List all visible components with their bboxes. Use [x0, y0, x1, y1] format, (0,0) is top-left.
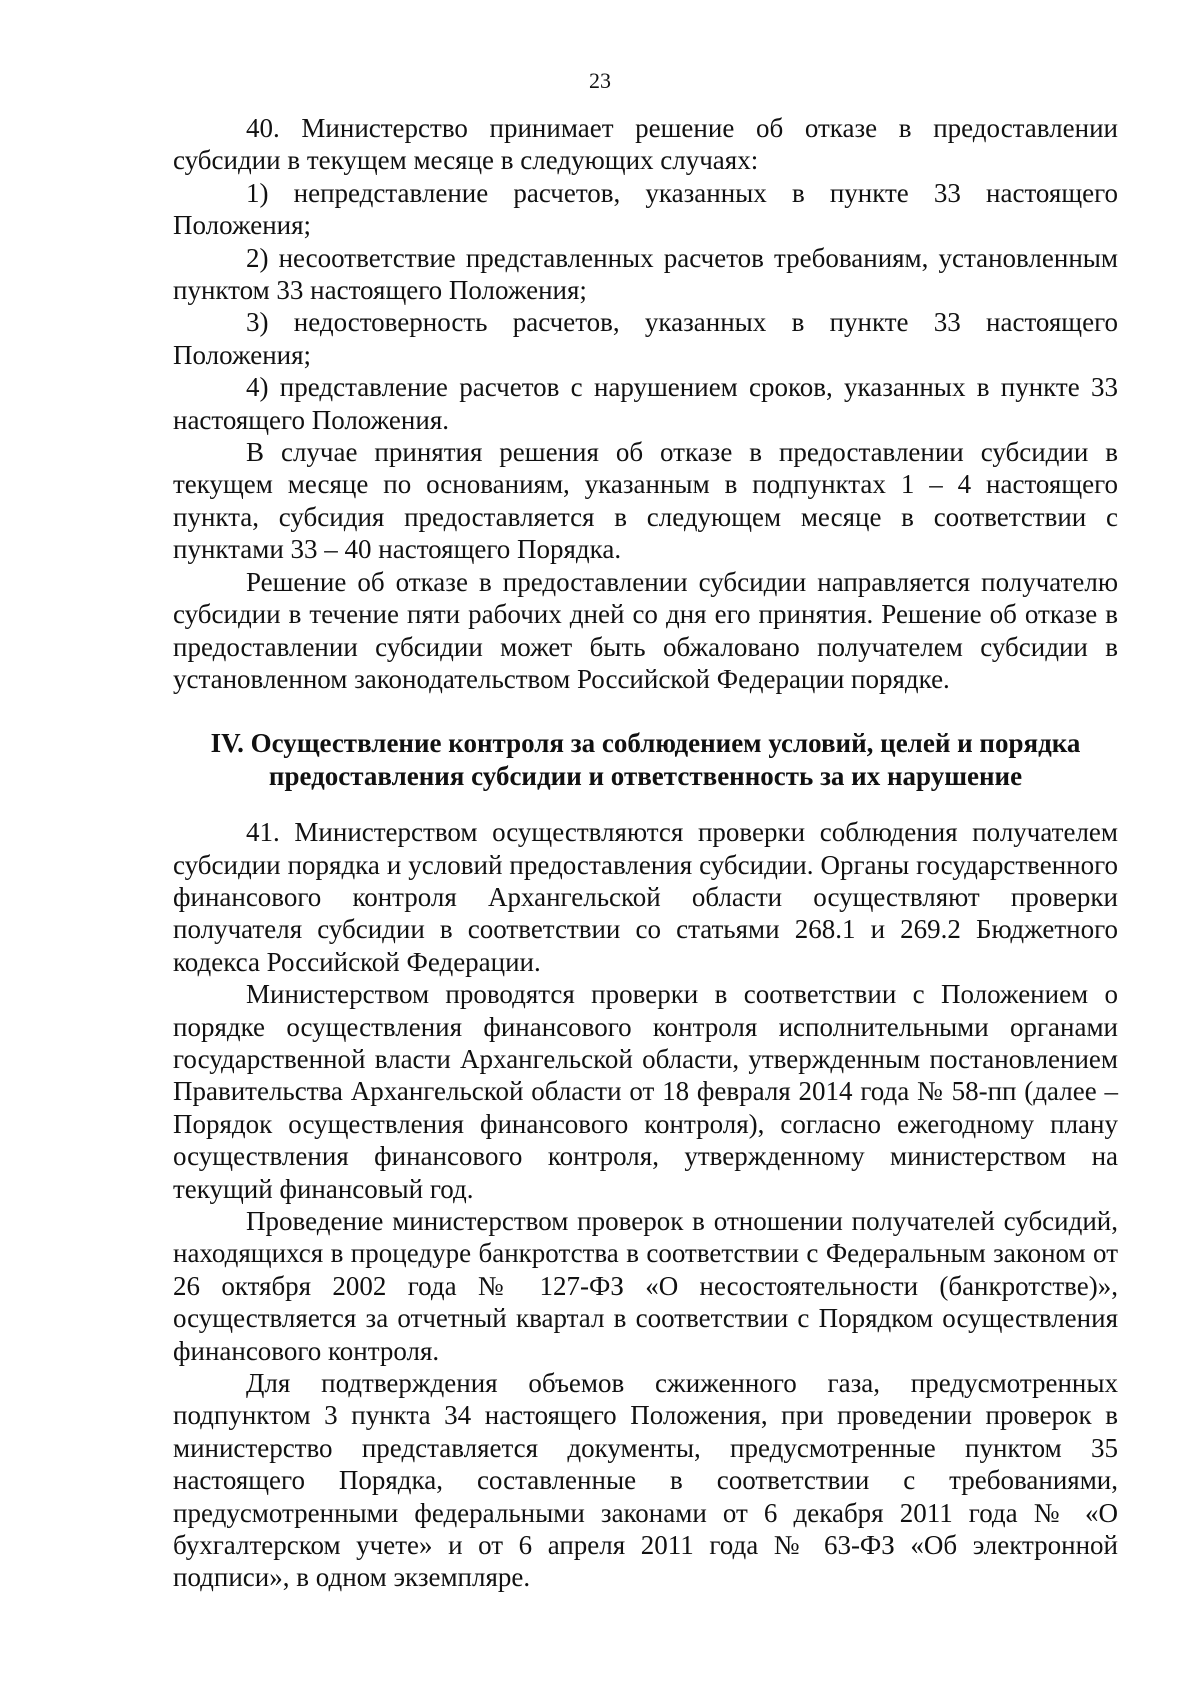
paragraph: 3) недостоверность расчетов, указанных в пункте 33 настоящего Положения; [173, 307, 1118, 370]
paragraph: 41. Министерством осуществляются проверки соблюдения получателем субсидии порядка и условий предоставления субсидии. Органы государственного финансового контроля Архангельской области осуществляют проверки получателя субсидии в соответствии со статьями 268.1 и 269.2 Бюджетного кодекса Российской Федерации. [173, 817, 1118, 977]
paragraph: 2) несоответствие представленных расчетов требованиям, установленным пунктом 33 настоящего Положения; [173, 242, 1118, 306]
paragraph: Проведение министерством проверок в отношении получателей субсидий, находящихся в процедуре банкротства в соответствии с Федеральным законом от 26 октября 2002 года № 127-ФЗ «О несостоятельности (банкротстве)», осуществляется за отчетный квартал в соответствии с Порядком осуществления финансового контроля. [173, 1206, 1118, 1366]
document-body [173, 112, 1118, 1594]
section-heading-line: IV. Осуществление контроля за соблюдением условий, целей и порядка [210, 728, 1081, 759]
paragraph: Для подтверждения объемов сжиженного газа, предусмотренных подпунктом 3 пункта 34 настоящего Положения, при проведении проверок в министерство представляется документы, предусмотренные пунктом 35 настоящего Порядка, составленные в соответствии с требованиями, предусмотренными федеральными законами от 6 декабря 2011 года № «О бухгалтерском учете» и от 6 апреля 2011 года № 63-ФЗ «Об электронной подписи», в одном экземпляре. [173, 1368, 1118, 1593]
paragraph: Решение об отказе в предоставлении субсидии направляется получателю субсидии в течение пяти рабочих дней со дня его принятия. Решение об отказе в предоставлении субсидии может быть обжаловано получателем субсидии в установленном законодательством Российской Федерации порядке. [173, 566, 1118, 694]
paragraph: Министерством проводятся проверки в соответствии с Положением о порядке осуществления финансового контроля исполнительными органами государственной власти Архангельской области, утвержденным постановлением Правительства Архангельской области от 18 февраля 2014 года № 58-пп (далее – Порядок осуществления финансового контроля), согласно ежегодному плану осуществления финансового контроля, утвержденному министерством на текущий финансовый год. [173, 979, 1118, 1204]
paragraph: 4) представление расчетов с нарушением сроков, указанных в пункте 33 настоящего Положения. [173, 372, 1118, 435]
paragraph: 40. Министерство принимает решение об отказе в предоставлении субсидии в текущем месяце в следующих случаях: [173, 113, 1118, 176]
paragraph: 1) непредставление расчетов, указанных в пункте 33 настоящего Положения; [173, 177, 1118, 241]
section-heading [173, 727, 1118, 792]
paragraph: В случае принятия решения об отказе в предоставлении субсидии в текущем месяце по основаниям, указанным в подпунктах 1 – 4 настоящего пункта, субсидия предоставляется в следующем месяце в соответствии с пунктами 33 – 40 настоящего Порядка. [173, 437, 1118, 565]
page-number: 23 [589, 68, 611, 93]
section-heading-line: предоставления субсидии и ответственность за их нарушение [268, 760, 1023, 791]
